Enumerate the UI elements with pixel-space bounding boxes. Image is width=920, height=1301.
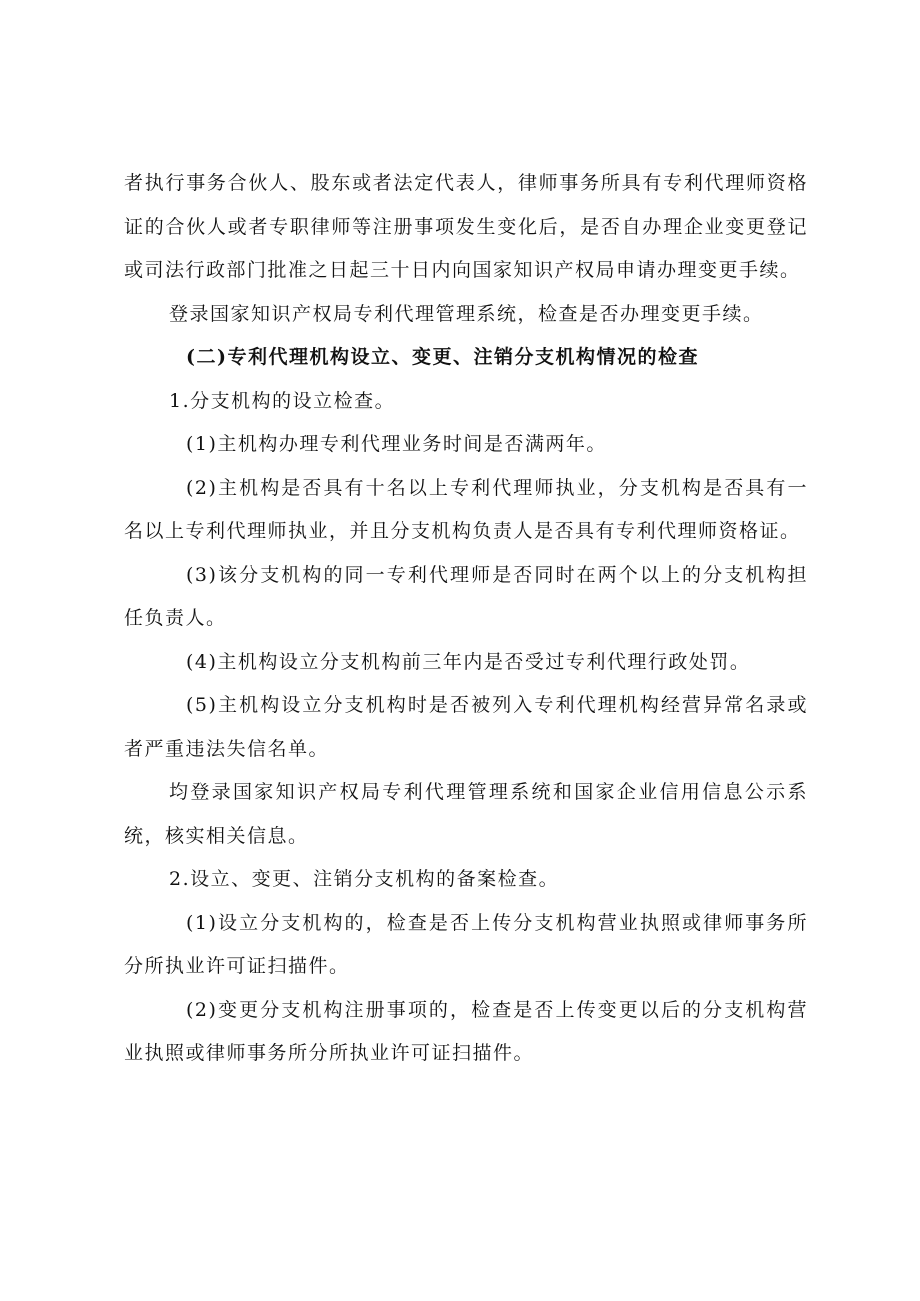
paragraph-login-check: 登录国家知识产权局专利代理管理系统，检查是否办理变更手续。 xyxy=(169,302,764,325)
list-item: (1)主机构办理专利代理业务时间是否满两年。 xyxy=(186,433,607,455)
list-item: (5)主机构设立分支机构时是否被列入专利代理机构经营异常名录或者严重违法失信名单。 xyxy=(124,694,808,760)
list-item: (2)主机构是否具有十名以上专利代理师执业，分支机构是否具有一名以上专利代理师执业，并且分支机构负责人是否具有专利代理师资格证。 xyxy=(124,476,808,542)
list-item: (4)主机构设立分支机构前三年内是否受过专利代理行政处罚。 xyxy=(186,650,751,673)
subsection-heading: 1.分支机构的设立检查。 xyxy=(169,389,396,412)
list-item: (1)设立分支机构的，检查是否上传分支机构营业执照或律师事务所分所执业许可证扫描件。 xyxy=(124,911,808,977)
paragraph-continued: 者执行事务合伙人、股东或者法定代表人，律师事务所具有专利代理师资格证的合伙人或者专职律师等注册事项发生变化后，是否自办理企业变更登记或司法行政部门批准之日起三十日内向国家知识产权局申请办理变更手续。 xyxy=(124,172,808,281)
subsection-heading: 2.设立、变更、注销分支机构的备案检查。 xyxy=(169,868,560,890)
list-item: (3)该分支机构的同一专利代理师是否同时在两个以上的分支机构担任负责人。 xyxy=(124,563,808,629)
paragraph-verify: 均登录国家知识产权局专利代理管理系统和国家企业信用信息公示系统，核实相关信息。 xyxy=(124,781,808,847)
section-heading: (二)专利代理机构设立、变更、注销分支机构情况的检查 xyxy=(186,346,699,368)
document-body xyxy=(124,162,808,1076)
list-item: (2)变更分支机构注册事项的，检查是否上传变更以后的分支机构营业执照或律师事务所分所执业许可证扫描件。 xyxy=(124,998,808,1064)
